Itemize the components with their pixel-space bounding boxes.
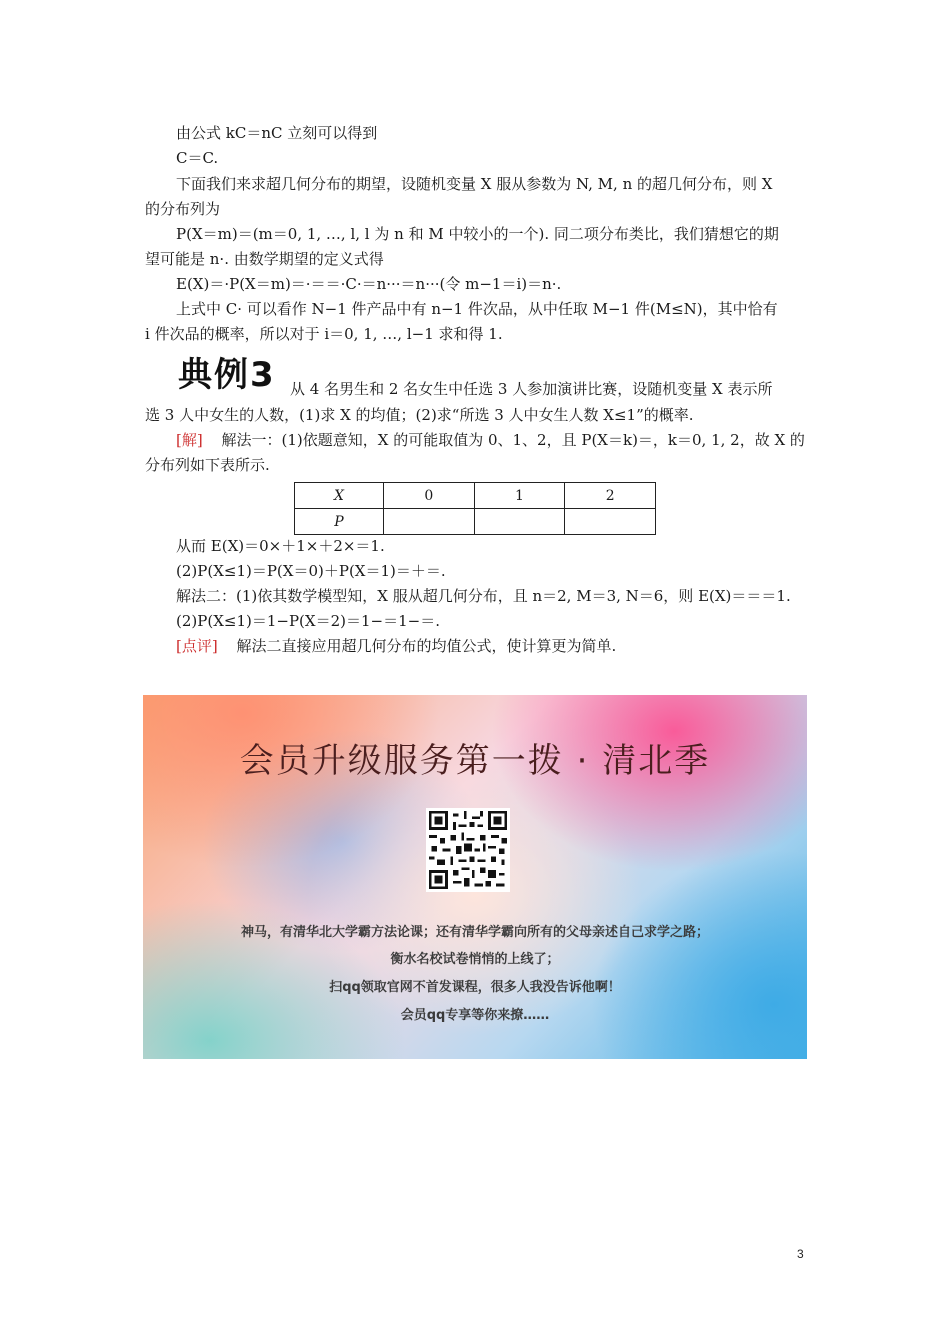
qr-code-icon[interactable] <box>426 808 510 892</box>
text-line: 望可能是 n·. 由数学期望的定义式得 <box>145 250 384 268</box>
page-number: 3 <box>797 1247 804 1261</box>
text-line: P(X＝m)＝(m＝0, 1, …, l, l 为 n 和 M 中较小的一个). 同二项分布类比，我们猜想它的期 <box>176 225 779 243</box>
promo-line: 衡水名校试卷悄悄的上线了； <box>390 952 560 967</box>
comment-tag: [点评] <box>176 637 218 655</box>
text-line: (2)P(X≤1)＝1−P(X＝2)＝1−＝1−＝. <box>176 612 440 630</box>
table-cell: 2 <box>565 483 656 509</box>
table-cell: P <box>295 509 384 535</box>
example-heading: 典例3 <box>178 355 288 395</box>
text-line: 从而 E(X)＝0×＋1×＋2×＝1. <box>176 537 385 555</box>
banner-title: 会员升级服务第一拨 · 清北季 <box>239 741 711 781</box>
text-line: 解法二：(1)依其数学模型知，X 服从超几何分布，且 n＝2, M＝3, N＝6，则 E(X)＝＝＝1. <box>176 587 791 605</box>
table-cell <box>565 509 656 535</box>
table-cell: 0 <box>384 483 475 509</box>
table-cell <box>474 509 565 535</box>
solution-tag: [解] <box>176 431 203 449</box>
text-line: C＝C. <box>176 149 219 167</box>
distribution-table <box>294 482 656 535</box>
solution-line: 分布列如下表所示. <box>145 456 270 474</box>
text-line: 由公式 kC＝nC 立刻可以得到 <box>176 124 378 142</box>
promo-banner[interactable] <box>143 695 807 1059</box>
text-line: (2)P(X≤1)＝P(X＝0)＋P(X＝1)＝＋＝. <box>176 562 446 580</box>
text-line: 下面我们来求超几何分布的期望，设随机变量 X 服从参数为 N, M, n 的超几何分布，则 X <box>176 175 773 193</box>
text-line: 上式中 C· 可以看作 N−1 件产品中有 n−1 件次品，从中任取 M−1 件(M≤N)，其中恰有 <box>176 300 778 318</box>
example-question-line: 选 3 人中女生的人数，(1)求 X 的均值；(2)求“所选 3 人中女生人数 X≤1”的概率. <box>145 406 694 424</box>
promo-line: 神马，有清华北大学霸方法论课；还有清华学霸向所有的父母亲述自己求学之路； <box>240 925 709 940</box>
table-row <box>295 483 656 509</box>
text-line: 的分布列为 <box>145 200 221 218</box>
table-cell <box>384 509 475 535</box>
solution-line <box>176 429 805 451</box>
promo-line: 会员qq专享等你来撩…… <box>400 1008 550 1023</box>
table-row <box>295 509 656 535</box>
text-line: i 件次品的概率，所以对于 i＝0, 1, …, l−1 求和得 1. <box>145 325 503 343</box>
solution-text: 解法一：(1)依题意知，X 的可能取值为 0、1、2，且 P(X＝k)＝，k＝0, 1, 2，故 X 的 <box>221 431 805 449</box>
comment-text: 解法二直接应用超几何分布的均值公式，使计算更为简单. <box>236 637 617 655</box>
table-cell: 1 <box>474 483 565 509</box>
text-line: E(X)＝·P(X＝m)＝·＝＝·C·＝n···＝n···(令 m−1＝i)＝n·. <box>176 275 562 293</box>
promo-line: 扫qq领取官网不首发课程，很多人我没告诉他啊！ <box>329 980 621 995</box>
example-question-line: 从 4 名男生和 2 名女生中任选 3 人参加演讲比赛，设随机变量 X 表示所 <box>290 380 773 398</box>
table-cell: X <box>295 483 384 509</box>
comment-line <box>176 635 616 657</box>
